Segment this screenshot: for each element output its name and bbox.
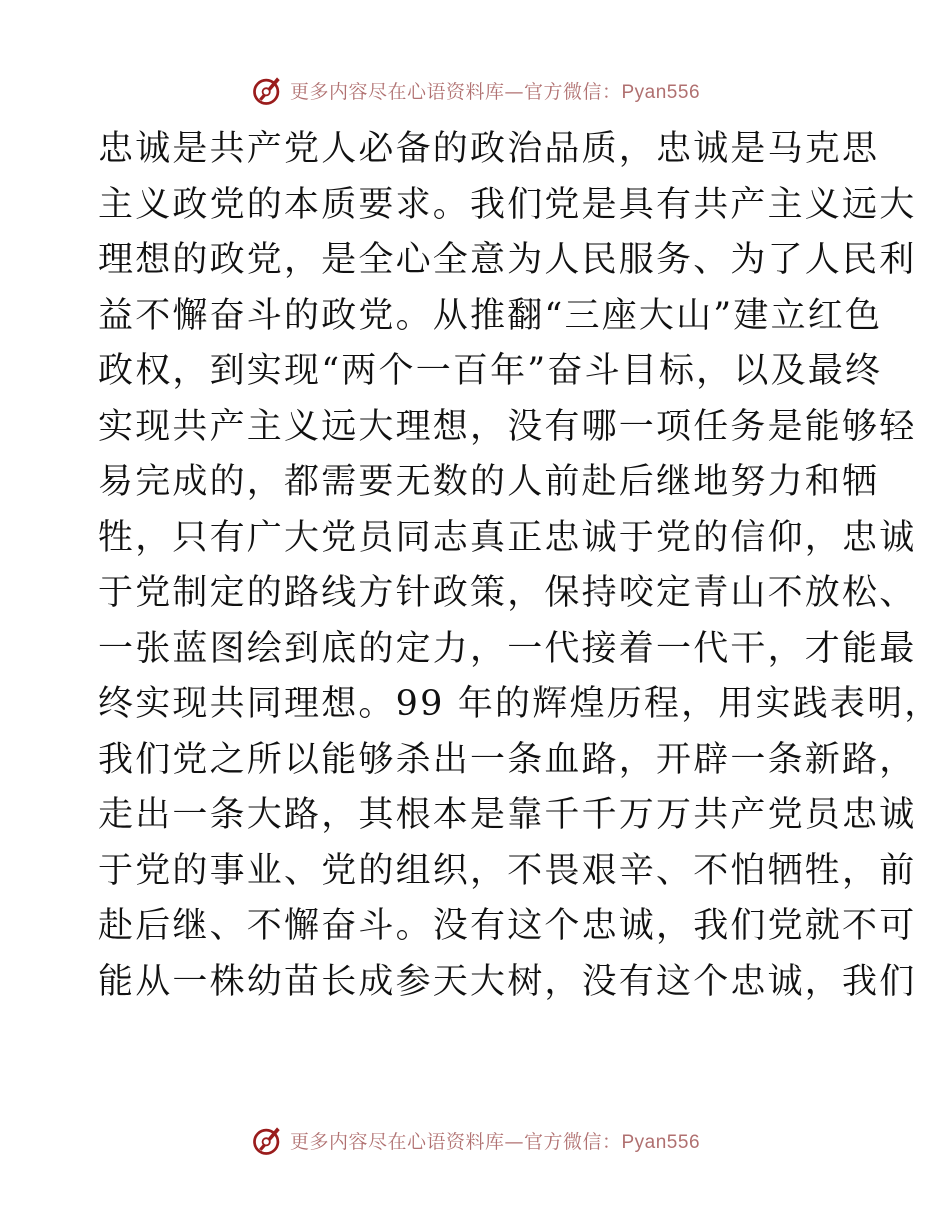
body-line: 一张蓝图绘到底的定力，一代接着一代干，才能最: [98, 628, 917, 669]
watermark-handle: Pyan556: [621, 81, 701, 103]
body-line: 易完成的，都需要无数的人前赴后继地努力和牺: [98, 462, 880, 502]
body-line: 牲，只有广大党员同志真正忠诚于党的信仰，忠诚: [98, 517, 917, 558]
body-line: 于党的事业、党的组织，不畏艰辛、不怕牺牲，前: [98, 850, 917, 891]
watermark-text: 更多内容尽在心语资料库—官方微信：: [289, 80, 622, 103]
body-line: 走出一条大路，其根本是靠千千万万共产党员忠诚: [98, 795, 917, 835]
watermark-text: 更多内容尽在心语资料库—官方微信：: [289, 1130, 622, 1153]
watermark-handle: Pyan556: [621, 1131, 701, 1153]
header-watermark: [0, 70, 950, 110]
red-quill-seal-icon: [250, 1122, 286, 1158]
body-line: 主义政党的本质要求。我们党是具有共产主义远大: [98, 184, 917, 225]
footer-watermark: [0, 1120, 950, 1160]
body-line: 政权，到实现“两个一百年”奋斗目标，以及最终: [98, 351, 883, 391]
red-quill-seal-icon: [250, 72, 286, 108]
body-line: 我们党之所以能够杀出一条血路，开辟一条新路，: [98, 739, 917, 780]
body-line: 于党制定的路线方针政策，保持咬定青山不放松、: [98, 573, 917, 613]
body-line: 终实现共同理想。99 年的辉煌历程，用实践表明，: [98, 684, 942, 724]
body-line: 忠诚是共产党人必备的政治品质，忠诚是马克思: [98, 129, 880, 169]
body-line: 理想的政党，是全心全意为人民服务、为了人民利: [98, 240, 917, 280]
body-line: 赴后继、不懈奋斗。没有这个忠诚，我们党就不可: [98, 906, 917, 946]
body-line: 实现共产主义远大理想，没有哪一项任务是能够轻: [98, 406, 917, 447]
body-line: 能从一株幼苗长成参天大树，没有这个忠诚，我们: [98, 961, 917, 1002]
body-line: 益不懈奋斗的政党。从推翻“三座大山”建立红色: [98, 295, 883, 336]
document-body: [98, 122, 942, 1010]
